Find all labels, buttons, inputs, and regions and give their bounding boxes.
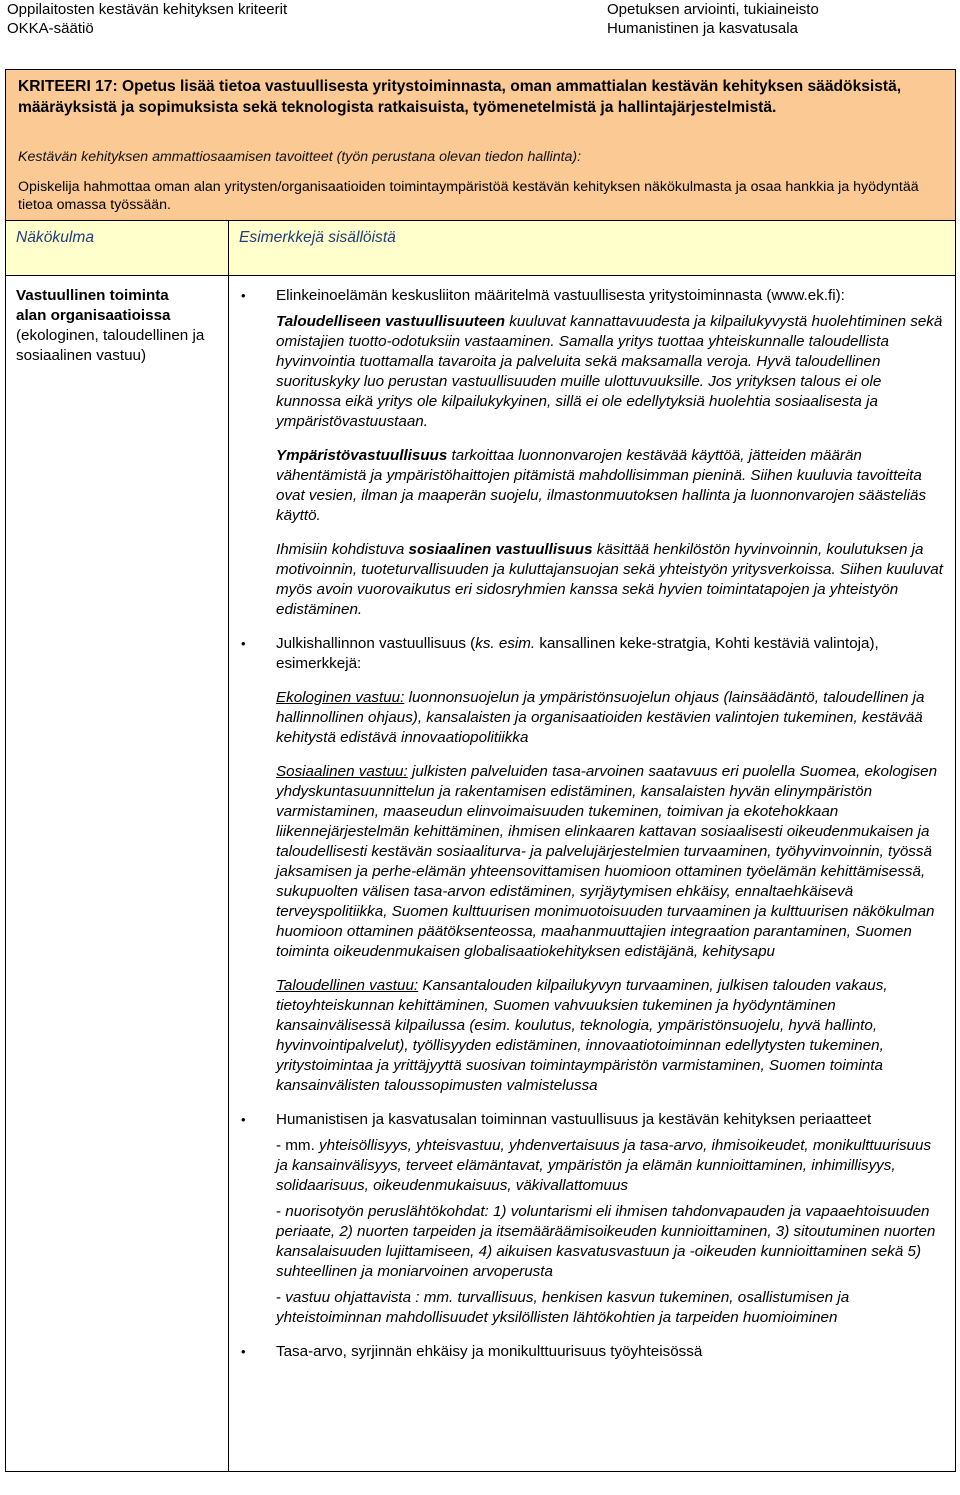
public-social-responsibility-paragraph (276, 762, 945, 962)
field-values-text: yhteisöllisyys, yhteisvastuu, yhdenvertaisuus ja tasa-arvo, ihmisoikeudet, monikulttuurisuus ja kansainvälisyys, terveet elämäntavat, ympäristön ja elämän kunnioittaminen, inhimillisyys, solidaarisuus, oikeudenmukaisuus, väkivallattomuus (276, 1137, 932, 1194)
column-header-examples: Esimerkkejä sisällöistä (229, 221, 956, 276)
public-social-responsibility-label: Sosiaalinen vastuu: (276, 763, 408, 780)
perspective-title-line2: alan organisaatioissa (16, 307, 171, 324)
list-item (239, 286, 945, 620)
social-responsibility-term: sosiaalinen vastuullisuus (408, 541, 593, 558)
goal-title: Kestävän kehityksen ammattiosaamisen tavoitteet (työn perustana olevan tiedon hallinta): (18, 149, 582, 165)
list-item (239, 1110, 945, 1328)
economic-responsibility-term: Taloudelliseen vastuullisuuteen (276, 313, 505, 330)
header-right (607, 0, 819, 38)
examples-cell (229, 276, 956, 1472)
column-header-perspective: Näkökulma (6, 221, 229, 276)
economic-responsibility-paragraph (276, 312, 945, 432)
list-item (239, 1342, 945, 1362)
economic-responsibility-text: kuuluvat kannattavuudesta ja kilpailukyvystä huolehtiminen sekä omistajien tuotto-odotuksiin vastaaminen. Samalla yritys tuottaa yhteiskunnalle taloudellista hyvinvointia tuottamalla tavaroita ja palveluita sekä maksamalla veroja. Hyvä taloudellinen suorituskyky luo perustan vastuullisuuden muille ulottuvuuksille. Jos yrityksen talous ei ole kunnossa eikä yritys ole kilpailukykyinen, sillä ei ole edellytyksiä huolehtia sosiaalisesta ja ympäristövastuustaan. (276, 313, 943, 430)
criterion-title: KRITEERI 17: Opetus lisää tietoa vastuullisesta yritystoiminnasta, oman ammattialan kestävän kehityksen säädöksistä, määräyksistä ja sopimuksista sekä teknologista ratkaisuista, työmenetelmistä ja hallintajärjestelmistä. (18, 78, 902, 116)
goal-text: Opiskelija hahmottaa oman alan yritysten/organisaatioiden toimintaympäristöä kestävän kehityksen näkökulmasta ja osaa hankkia ja hyödyntää tietoa omassa työssään. (18, 179, 919, 213)
field-principles-intro: • Humanistisen ja kasvatusalan toiminnan vastuullisuus ja kestävän kehityksen periaatteet (276, 1111, 872, 1128)
criteria-table (5, 69, 956, 1472)
environmental-responsibility-text: tarkoittaa luonnonvarojen kestävää käyttöä, jätteiden määrän vähentämistä ja ympäristöhaittojen pitämistä mahdollisimman pieninä. Siihen kuuluvia tavoitteita ovat vesien, ilman ja maaperän suojelu, ilmastonmuutoksen hallinta ja luonnonvarojen säästeliäs käyttö. (276, 447, 927, 524)
youth-work-prefix: - (276, 1203, 286, 1220)
perspective-description: (ekologinen, taloudellinen ja sosiaalinen vastuu) (16, 327, 205, 364)
social-responsibility-paragraph (276, 540, 945, 620)
responsibility-text: vastuu ohjattavista : mm. turvallisuus, henkisen kasvun tukeminen, osallistumisen ja yhteistoiminnan mahdollisuudet yksilöllisten lähtökohtien ja tarpeiden huomioiminen (276, 1289, 850, 1326)
header-document-title: Oppilaitosten kestävän kehityksen kriteerit (7, 1, 288, 18)
youth-work-principles-paragraph (276, 1202, 945, 1282)
responsibility-for-clients-paragraph (276, 1288, 945, 1328)
public-administration-post: kansallinen keke-stratgia, Kohti kestäviä valintoja), esimerkkejä: (276, 635, 879, 672)
public-administration-pre: Julkishallinnon vastuullisuus ( (276, 635, 476, 652)
equality-item-text: • Tasa-arvo, syrjinnän ehkäisy ja monikulttuurisuus työyhteisössä (276, 1343, 703, 1360)
ecological-responsibility-text: luonnonsuojelun ja ympäristönsuojelun ohjaus (lainsäädäntö, taloudellinen ja hallinnollinen ohjaus), kansalaisten ja organisaatioiden kestävien valintojen tukeminen, kestävää kehitystä edistävä innovaatiopolitiikka (276, 689, 925, 746)
criterion-header-cell (6, 70, 956, 221)
page-header (0, 0, 960, 40)
field-values-prefix: - mm. (276, 1137, 320, 1154)
public-economic-responsibility-paragraph (276, 976, 945, 1096)
ecological-responsibility-paragraph (276, 688, 945, 748)
perspective-title-line1: Vastuullinen toiminta (16, 287, 169, 304)
public-economic-responsibility-text: Kansantalouden kilpailukyvyn turvaaminen, julkisen talouden vakaus, tietoyhteiskunnan kehittäminen, Suomen vahvuuksien tukeminen ja hyödyntäminen kansainvälisessä kilpailussa (esim. koulutus, teknologia, ympäristönsuojelu, hyvä hallinto, hyvinvointipalvelut), työllisyyden edistäminen, innovaatiotoiminnan edellytysten tukeminen, yritystoimintaa ja yrittäjyyttä suosivan toimintaympäristön varmistaminen, Suomen toiminta kansainvälisten taloussopimusten valmistelussa (276, 977, 888, 1094)
environmental-responsibility-paragraph (276, 446, 945, 526)
header-organization: OKKA-säätiö (7, 20, 94, 37)
responsibility-prefix: - (276, 1289, 286, 1306)
examples-list (239, 286, 945, 1362)
ek-definition-intro: • Elinkeinoelämän keskusliiton määritelmä vastuullisesta yritystoiminnasta (www.ek.fi): (276, 287, 845, 304)
environmental-responsibility-term: Ympäristövastuullisuus (276, 447, 448, 464)
ecological-responsibility-label: Ekologinen vastuu: (276, 689, 405, 706)
public-social-responsibility-text: julkisten palveluiden tasa-arvoinen saatavuus eri puolella Suomea, ekologisen yhdyskuntasuunnittelun ja rakentamisen edistäminen, kansalaisten hyvän elinympäristön varmistaminen, maaseudun elinvoimaisuuden tukeminen, toimivan ja ekotehokkaan liikennejärjestelmän kehittäminen, ihmisen elinkaaren kattavan sosiaalisesti oikeudenmukaisen ja taloudellisesti kestävän sosiaaliturva- ja palvelujärjestelmien turvaaminen, työhyvinvoinnin, työssä jaksamisen ja perhe-elämän yhteensovittamisen huomioon ottaminen työelämän kehittämisessä, sukupuolten välisen tasa-arvon edistäminen, syrjäytymisen ehkäisy, ennaltaehkäisevä terveyspolitiikka, Suomen kulttuurisen monimuotoisuuden turvaaminen ja kulttuurisen näkökulman huomioon ottaminen päätöksenteossa, maahanmuuttajien integraation parantaminen, Suomen toiminta oikeudenmukaisen globalisaatiokehityksen edistäjänä, kehitysapu (276, 763, 938, 960)
youth-work-text: nuorisotyön peruslähtökohdat: 1) voluntarismi eli ihmisen tahdonvapauden ja vapaaehtoisuuden periaate, 2) nuorten tarpeiden ja itsemääräämisoikeuden kunnioittaminen, 3) sitoutuminen nuorten kansalaisuuden lujittamiseen, 4) aikuisen kasvatusvastuun ja -oikeuden kunnioittaminen sekä 5) suhteellinen ja moniarvoinen arvoperusta (276, 1203, 936, 1280)
header-section: Opetuksen arviointi, tukiaineisto (607, 1, 819, 18)
header-left (7, 0, 287, 38)
social-responsibility-prefix: Ihmisiin kohdistuva (276, 541, 409, 558)
perspective-cell (6, 276, 229, 1472)
header-field: Humanistinen ja kasvatusala (607, 20, 798, 37)
public-administration-intro (276, 634, 945, 674)
social-responsibility-text: käsittää henkilöstön hyvinvoinnin, koulutuksen ja motivoinnin, tuoteturvallisuuden ja kuluttajansuojan sekä yhteistyön yritysverkoissa. Siihen kuuluvat myös avoin vuorovaikutus eri sidosryhmien kanssa sekä hyvien toimintatapojen ja yhteistyön edistäminen. (276, 541, 943, 618)
public-economic-responsibility-label: Taloudellinen vastuu: (276, 977, 419, 994)
list-item (239, 634, 945, 1096)
field-values-paragraph (276, 1136, 945, 1196)
public-administration-italic: ks. esim. (475, 635, 536, 652)
